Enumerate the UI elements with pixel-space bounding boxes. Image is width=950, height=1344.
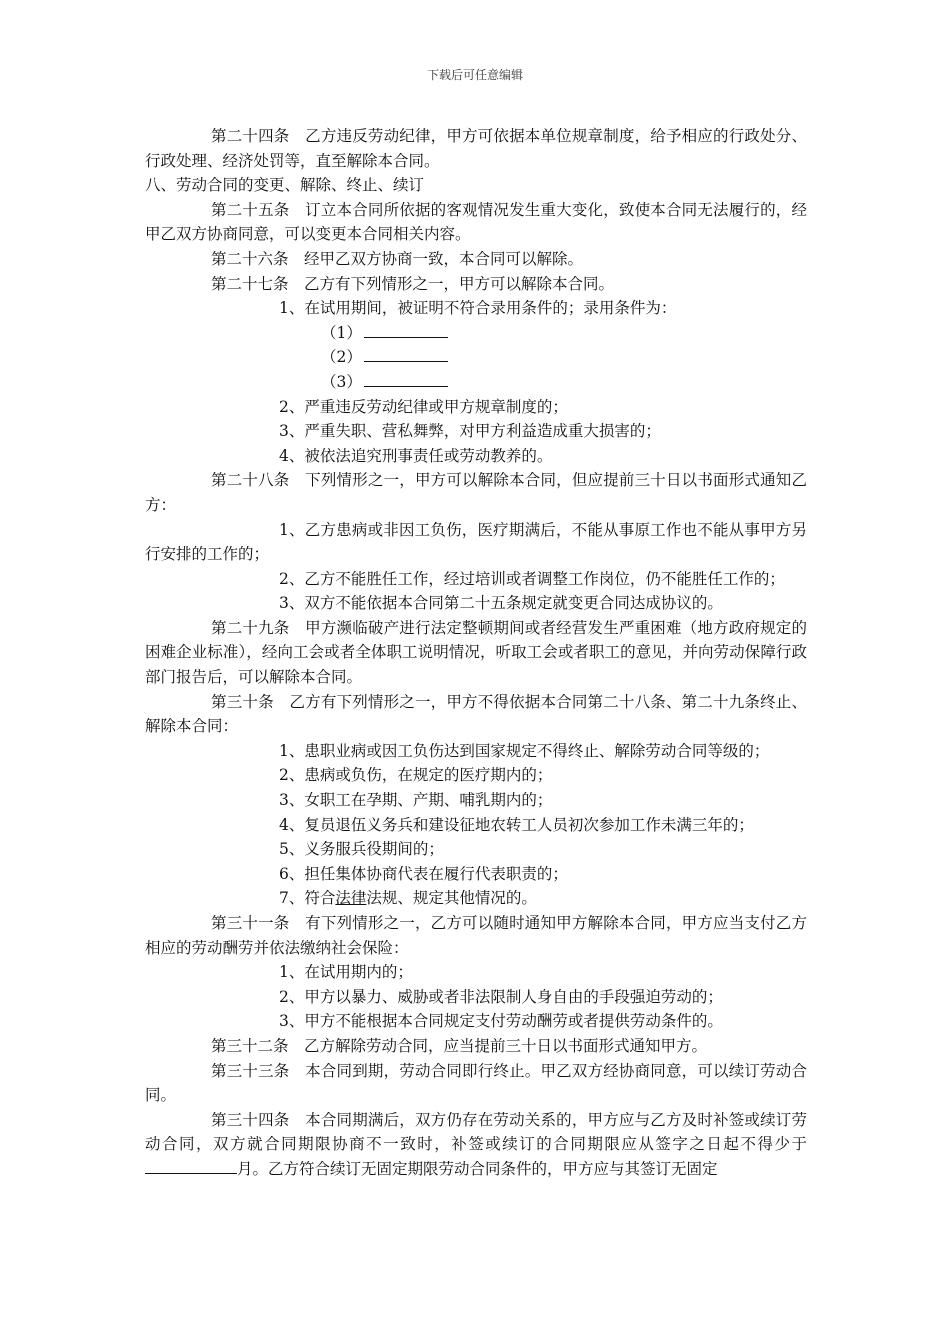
article-25: 第二十五条 订立本合同所依据的客观情况发生重大变化，致使本合同无法履行的，经甲乙双方协商同意，可以变更本合同相关内容。: [145, 200, 807, 244]
art30-item-3: 3、女职工在孕期、产期、哺乳期内的；: [279, 791, 553, 810]
article-33: 第三十三条 本合同到期，劳动合同即行终止。甲乙双方经协商同意，可以续订劳动合同。: [145, 1061, 807, 1105]
art30-item-1: 1、患职业病或因工负伤达到国家规定不得终止、解除劳动合同等级的；: [279, 741, 770, 760]
article-34: 第三十四条 本合同期满后，双方仍存在劳动关系的，甲方应与乙方及时补签或续订劳动合同，双方就合同期限协商不一致时，补签或续订的合同期限应从签字之日起不得少于月。乙方符合续订无固定期限劳动合同条件的，甲方应与其签订无固定: [145, 1110, 807, 1178]
art31-item-1: 1、在试用期内的；: [279, 963, 413, 982]
art30-item-6: 6、担任集体协商代表在履行代表职责的；: [279, 864, 568, 883]
blank-line: [145, 1159, 237, 1174]
article-31: 第三十一条 有下列情形之一，乙方可以随时通知甲方解除本合同，甲方应当支付乙方相应的劳动酬劳并依法缴纳社会保险：: [145, 914, 807, 957]
article-28: 第二十八条 下列情形之一，甲方可以解除本合同，但应提前三十日以书面形式通知乙方：: [145, 471, 807, 514]
article-27: 第二十七条 乙方有下列情形之一，甲方可以解除本合同。: [211, 274, 615, 293]
page-header: 下载后可任意编辑: [426, 68, 523, 82]
art27-item-1: 1、在试用期间，被证明不符合录用条件的；录用条件为：: [279, 299, 677, 318]
art30-item-7: 7、符合法律法规、规定其他情况的。: [279, 889, 537, 908]
blank-line: [364, 323, 448, 338]
art27-condition-2: （2）: [145, 345, 807, 370]
art28-item-3: 3、双方不能依据本合同第二十五条规定就变更合同达成协议的。: [279, 594, 723, 613]
law-link[interactable]: 法律: [335, 889, 367, 908]
art28-item-2: 2、乙方不能胜任工作，经过培训或者调整工作岗位，仍不能胜任工作的；: [279, 569, 785, 588]
art31-item-3: 3、甲方不能根据本合同规定支付劳动酬劳或者提供劳动条件的。: [279, 1012, 723, 1031]
art31-item-2: 2、甲方以暴力、威胁或者非法限制人身自由的手段强迫劳动的；: [279, 987, 723, 1006]
article-24: 第二十四条 乙方违反劳动纪律，甲方可依据本单位规章制度，给予相应的行政处分、行政处理、经济处罚等，直至解除本合同。: [145, 127, 807, 170]
art30-item-2: 2、患病或负伤，在规定的医疗期内的；: [279, 766, 553, 785]
article-29: 第二十九条 甲方濒临破产进行法定整顿期间或者经营发生严重困难（地方政府规定的困难企业标准），经向工会或者全体职工说明情况，听取工会或者职工的意见，并向劳动保障行政部门报告后，可以解除本合同。: [145, 618, 807, 687]
art28-item-1: 1、乙方患病或非因工负伤，医疗期满后，不能从事原工作也不能从事甲方另行安排的工作的；: [145, 520, 807, 564]
art30-item-4: 4、复员退伍义务兵和建设征地农转工人员初次参加工作未满三年的；: [279, 815, 754, 834]
blank-line: [364, 372, 448, 387]
section-8-heading: 八、劳动合同的变更、解除、终止、续订: [145, 176, 425, 195]
art27-item-3: 3、严重失职、营私舞弊，对甲方利益造成重大损害的；: [279, 422, 661, 441]
document-body: [145, 124, 807, 1182]
blank-line: [364, 347, 448, 362]
article-30: 第三十条 乙方有下列情形之一，甲方不得依据本合同第二十八条、第二十九条终止、解除本合同：: [145, 692, 807, 736]
art30-item-5: 5、义务服兵役期间的；: [279, 840, 444, 859]
art27-item-4: 4、被依法追究刑事责任或劳动教养的。: [279, 446, 553, 465]
art27-condition-1: （1）: [145, 321, 807, 346]
art27-condition-3: （3）: [145, 370, 807, 395]
art27-item-2: 2、严重违反劳动纪律或甲方规章制度的；: [279, 397, 568, 416]
article-26: 第二十六条 经甲乙双方协商一致，本合同可以解除。: [211, 249, 584, 268]
article-32: 第三十二条 乙方解除劳动合同，应当提前三十日以书面形式通知甲方。: [211, 1036, 708, 1055]
